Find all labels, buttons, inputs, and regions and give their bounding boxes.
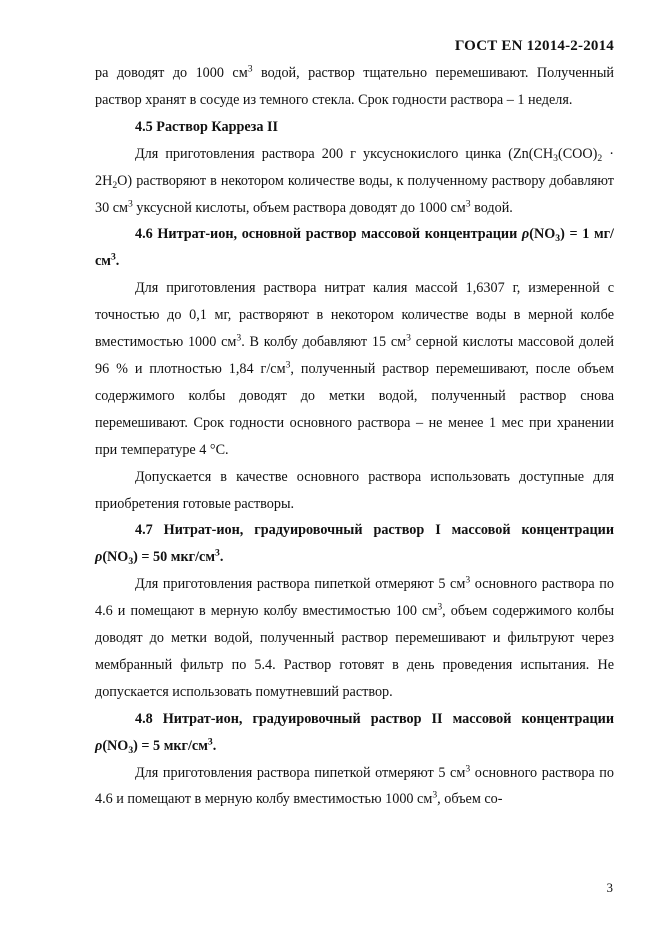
- section-heading-4-5: 4.5 Раствор Карреза II: [135, 118, 279, 135]
- paragraph-calibration-1: Для приготовления раствора пипеткой отмеряют 5 $см^3$ основного раствора по 4.6 и помещают в мерную колбу вместимостью 100 $см^3$, объем содержимого колбы доводят до метки водой, полученный раствор перемешивают и фильтруют через мембранный фильтр по 5.4. Раствор готовят в день проведения испытания. Не допускается использовать помутневший раствор.: [95, 574, 614, 700]
- paragraph-calibration-2: Для приготовления раствора пипеткой отмеряют 5 $см^3$ основного раствора по 4.6 и помещают в мерную колбу вместимостью 1000 $см^3$, объем со-: [95, 763, 614, 808]
- section-heading-4-7: 4.7 Нитрат-ион, градуировочный раствор I массовой концентрации $\rho(NO_3) = 50$ мкг/$см^3$.: [95, 522, 614, 568]
- paragraph-stock-solution: Для приготовления раствора нитрат калия массой 1,6307 г, измеренной с точностью до 0,1 мг, растворяют в некотором количестве воды в мерной колбе вместимостью 1000 $см^3$. В колбу добавляют 15 $см^3$ серной кислоты массовой долей 96 % и плотностью 1,84 $г/см^3$, полученный раствор перемешивают, после объем содержимого колбы доводят до метки водой, полученный раствор снова перемешивают. Срок годности основного раствора – не менее 1 мес при хранении при температуре 4 °С.: [95, 280, 614, 458]
- body-text: [95, 60, 614, 813]
- paragraph-ready-solutions: Допускается в качестве основного раствора использовать доступные для приобретения готовые растворы.: [95, 468, 614, 512]
- paragraph-carrez-2: Для приготовления раствора 200 г уксуснокислого цинка ($Zn(CH_3(COO)_2 \cdot 2H_2O)$ растворяют в некотором количестве воды, к полученному раствору добавляют 30 $см^3$ уксусной кислоты, объем раствора доводят до 1000 $см^3$ водой.: [95, 145, 614, 216]
- section-heading-4-8: 4.8 Нитрат-ион, градуировочный раствор II массовой концентрации $\rho(NO_3) = 5$ мкг/$см^3$.: [95, 710, 614, 756]
- paragraph-continuation: ра доводят до 1000 $см^3$ водой, раствор тщательно перемешивают. Полученный раствор хранят в сосуде из темного стекла. Срок годности раствора – 1 неделя.: [95, 63, 614, 108]
- standard-code-header: ГОСТ EN 12014-2-2014: [454, 38, 614, 54]
- page-number: 3: [606, 880, 613, 895]
- section-heading-4-6: 4.6 Нитрат-ион, основной раствор массовой концентрации $\rho(NO_3) = 1$ $мг/см^3$.: [95, 226, 614, 270]
